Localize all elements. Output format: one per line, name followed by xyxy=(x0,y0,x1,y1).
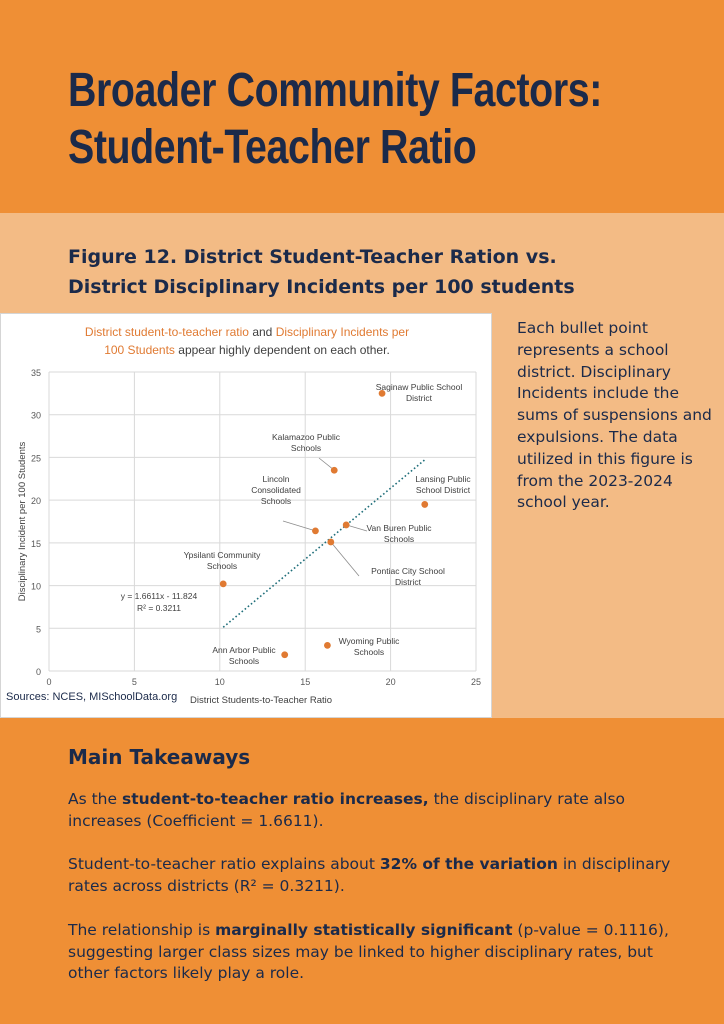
takeaway-1-pre: As the xyxy=(68,790,122,808)
y-tick-label: 0 xyxy=(35,667,41,677)
data-point xyxy=(220,580,227,587)
x-tick-label: 15 xyxy=(300,677,311,687)
takeaway-2-bold: 32% of the variation xyxy=(379,855,558,873)
chart-container xyxy=(0,313,492,718)
y-axis-label: Disciplinary Incident per 100 Students xyxy=(17,441,28,602)
y-tick-label: 15 xyxy=(30,538,41,549)
data-point xyxy=(281,651,288,658)
y-tick-label: 25 xyxy=(30,453,41,464)
takeaway-1-bold: student-to-teacher ratio increases, xyxy=(121,790,429,808)
point-label: Van Buren Public xyxy=(366,523,432,533)
figure-title-line2: District Disciplinary Incidents per 100 students xyxy=(68,276,575,298)
takeaway-3-post: (p-value = 0.1116), suggesting larger class sizes may be linked to higher disciplinary rates, but other factors likely play a role. xyxy=(68,921,669,982)
data-point xyxy=(421,501,428,508)
x-tick-label: 5 xyxy=(131,677,137,687)
point-label: Ann Arbor Public xyxy=(212,645,276,655)
data-point xyxy=(343,522,350,529)
x-axis-label: District Students-to-Teacher Ratio xyxy=(189,695,333,706)
point-label: Schools xyxy=(206,561,238,571)
takeaways-heading: Main Takeaways xyxy=(68,745,251,769)
takeaway-2-pre: Student-to-teacher ratio explains about xyxy=(68,855,380,873)
figure-title xyxy=(68,242,708,302)
point-label: School District xyxy=(415,485,471,495)
data-point xyxy=(312,527,319,534)
point-label: District xyxy=(395,577,421,587)
point-label: Consolidated xyxy=(251,485,301,495)
takeaway-paragraph-1 xyxy=(68,789,678,832)
scatter-chart xyxy=(1,314,493,719)
point-label: Ypsilanti Community xyxy=(183,550,261,560)
chart-title-line-2 xyxy=(104,343,390,357)
x-tick-label: 0 xyxy=(46,677,52,687)
page-title-line1: Broader Community Factors: xyxy=(68,64,602,117)
takeaway-paragraph-3 xyxy=(68,920,678,985)
figure-title-line1: Figure 12. District Student-Teacher Ration vs. xyxy=(68,246,557,268)
data-point xyxy=(324,642,331,649)
chart-title-line-1 xyxy=(85,325,409,339)
point-label: Pontiac City School xyxy=(371,566,445,576)
y-tick-label: 20 xyxy=(30,496,41,507)
chart-title-segment: District student-to-teacher ratio xyxy=(84,325,249,339)
chart-title-segment: and xyxy=(248,325,276,339)
point-label: Schools xyxy=(260,496,292,506)
point-label: Kalamazoo Public xyxy=(271,432,341,442)
page-title-line2: Student-Teacher Ratio xyxy=(68,121,477,174)
y-tick-label: 35 xyxy=(30,368,41,378)
trendline-equation: y = 1.6611x - 11.824 xyxy=(120,591,198,601)
takeaway-2-post: in disciplinary rates across districts (R² = 0.3211). xyxy=(68,855,671,895)
data-point xyxy=(327,539,334,546)
leader-line xyxy=(331,542,359,576)
chart-title-segment: 100 Students xyxy=(104,343,175,357)
point-label: Saginaw Public School xyxy=(375,382,463,392)
leader-line xyxy=(283,521,315,531)
chart-title-segment: Disciplinary Incidents per xyxy=(275,325,410,339)
x-tick-label: 20 xyxy=(385,677,396,687)
figure-description: Each bullet point represents a school district. Disciplinary Incidents include the sums of suspensions and expulsions. The data utilized in this figure is from the 2023-2024 school year. xyxy=(517,319,712,512)
x-tick-label: 10 xyxy=(214,677,225,687)
point-label: Lansing Public xyxy=(415,474,471,484)
sources-note: Sources: NCES, MISchoolData.org xyxy=(6,691,178,703)
takeaway-1-post: the disciplinary rate also increases (Coefficient = 1.6611). xyxy=(68,790,626,830)
chart-title-segment: appear highly dependent on each other. xyxy=(174,343,390,357)
point-label: Lincoln xyxy=(262,474,290,484)
page-title xyxy=(68,62,602,176)
point-label: Schools xyxy=(353,647,385,657)
point-label: Wyoming Public xyxy=(338,636,400,646)
y-tick-label: 10 xyxy=(30,581,41,592)
y-tick-label: 30 xyxy=(30,410,41,421)
point-label: Schools xyxy=(383,534,415,544)
takeaway-3-bold: marginally statistically significant xyxy=(215,921,513,939)
point-label: Schools xyxy=(228,656,260,666)
takeaway-3-pre: The relationship is xyxy=(68,921,216,939)
trendline-r2: R² = 0.3211 xyxy=(136,603,182,613)
data-point xyxy=(331,467,338,474)
y-tick-label: 5 xyxy=(35,624,41,635)
x-tick-label: 25 xyxy=(470,677,482,687)
point-label: District xyxy=(406,393,432,403)
takeaway-paragraph-2 xyxy=(68,854,678,897)
point-label: Schools xyxy=(290,443,322,453)
